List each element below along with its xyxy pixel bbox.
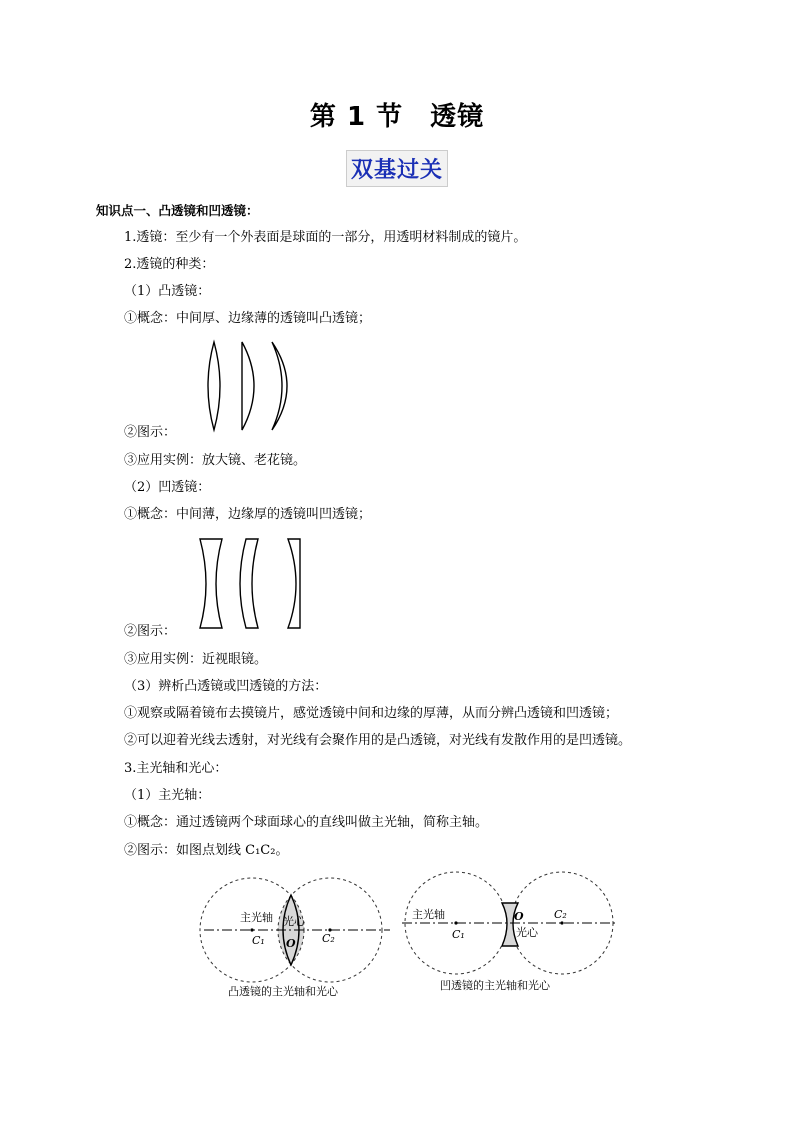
page-title: 第 1 节 透镜 (309, 102, 485, 132)
label-o: O (514, 910, 524, 923)
figure-caption: 凸透镜的主光轴和光心 (228, 985, 338, 998)
axis-label: 主光轴 (240, 911, 273, 924)
label-c2: C₂ (554, 908, 567, 921)
page-subtitle-box (0, 150, 794, 187)
plano-convex-lens (242, 342, 254, 430)
point-c1 (250, 928, 253, 931)
text-line: ①观察或隔着镜布去摸镜片，感觉透镜中间和边缘的厚薄，从而分辨凸透镜和凹透镜； (124, 706, 619, 721)
text-line: ②图示：如图点划线 C₁C₂。 (124, 843, 289, 858)
convex-axis-figure (200, 872, 395, 1007)
text-line: （3）辨析凸透镜或凹透镜的方法： (124, 679, 328, 694)
point-c1 (454, 921, 457, 924)
text-line: ①概念：通过透镜两个球面球心的直线叫做主光轴，简称主轴。 (124, 815, 489, 830)
meniscus-concave-lens (288, 539, 300, 628)
text-line: ③应用实例：近视眼镜。 (124, 652, 268, 667)
text-line: 3.主光轴和光心： (124, 761, 228, 776)
text-line: ①概念：中间厚、边缘薄的透镜叫凸透镜； (124, 311, 372, 326)
text-line: ①概念：中间薄，边缘厚的透镜叫凹透镜； (124, 507, 372, 522)
label-o: O (286, 937, 296, 950)
text-line: ②可以迎着光线去透射，对光线有会聚作用的是凸透镜，对光线有发散作用的是凹透镜。 (124, 733, 632, 748)
text-line: 1.透镜：至少有一个外表面是球面的一部分，用透明材料制成的镜片。 (124, 230, 527, 245)
axis-label: 主光轴 (412, 908, 445, 921)
label-c1: C₁ (252, 934, 265, 947)
text-line: ③应用实例：放大镜、老花镜。 (124, 453, 307, 468)
text-line: ②图示： (124, 624, 177, 639)
concave-axis-figure (400, 870, 622, 1000)
convex-lens-figure (200, 338, 310, 434)
text-line: （1）主光轴： (124, 788, 211, 803)
biconcave-lens (200, 539, 222, 628)
text-line: 2.透镜的种类： (124, 257, 215, 272)
concave-lens-figure (196, 536, 311, 632)
label-c1: C₁ (452, 928, 465, 941)
optical-center-label: 光心 (283, 915, 305, 928)
meniscus-convex-lens (272, 342, 287, 430)
label-c2: C₂ (322, 932, 335, 945)
optical-center-label: 光心 (516, 926, 538, 939)
section-heading: 知识点一、凸透镜和凹透镜： (96, 203, 259, 218)
plano-concave-lens (240, 539, 258, 628)
text-line: （1）凸透镜： (124, 284, 211, 299)
text-line: （2）凹透镜： (124, 480, 211, 495)
point-c2 (560, 921, 563, 924)
biconvex-lens (208, 342, 220, 430)
text-line: ②图示： (124, 425, 177, 440)
figure-caption: 凹透镜的主光轴和光心 (440, 979, 550, 992)
page-subtitle: 双基过关 (346, 150, 448, 187)
